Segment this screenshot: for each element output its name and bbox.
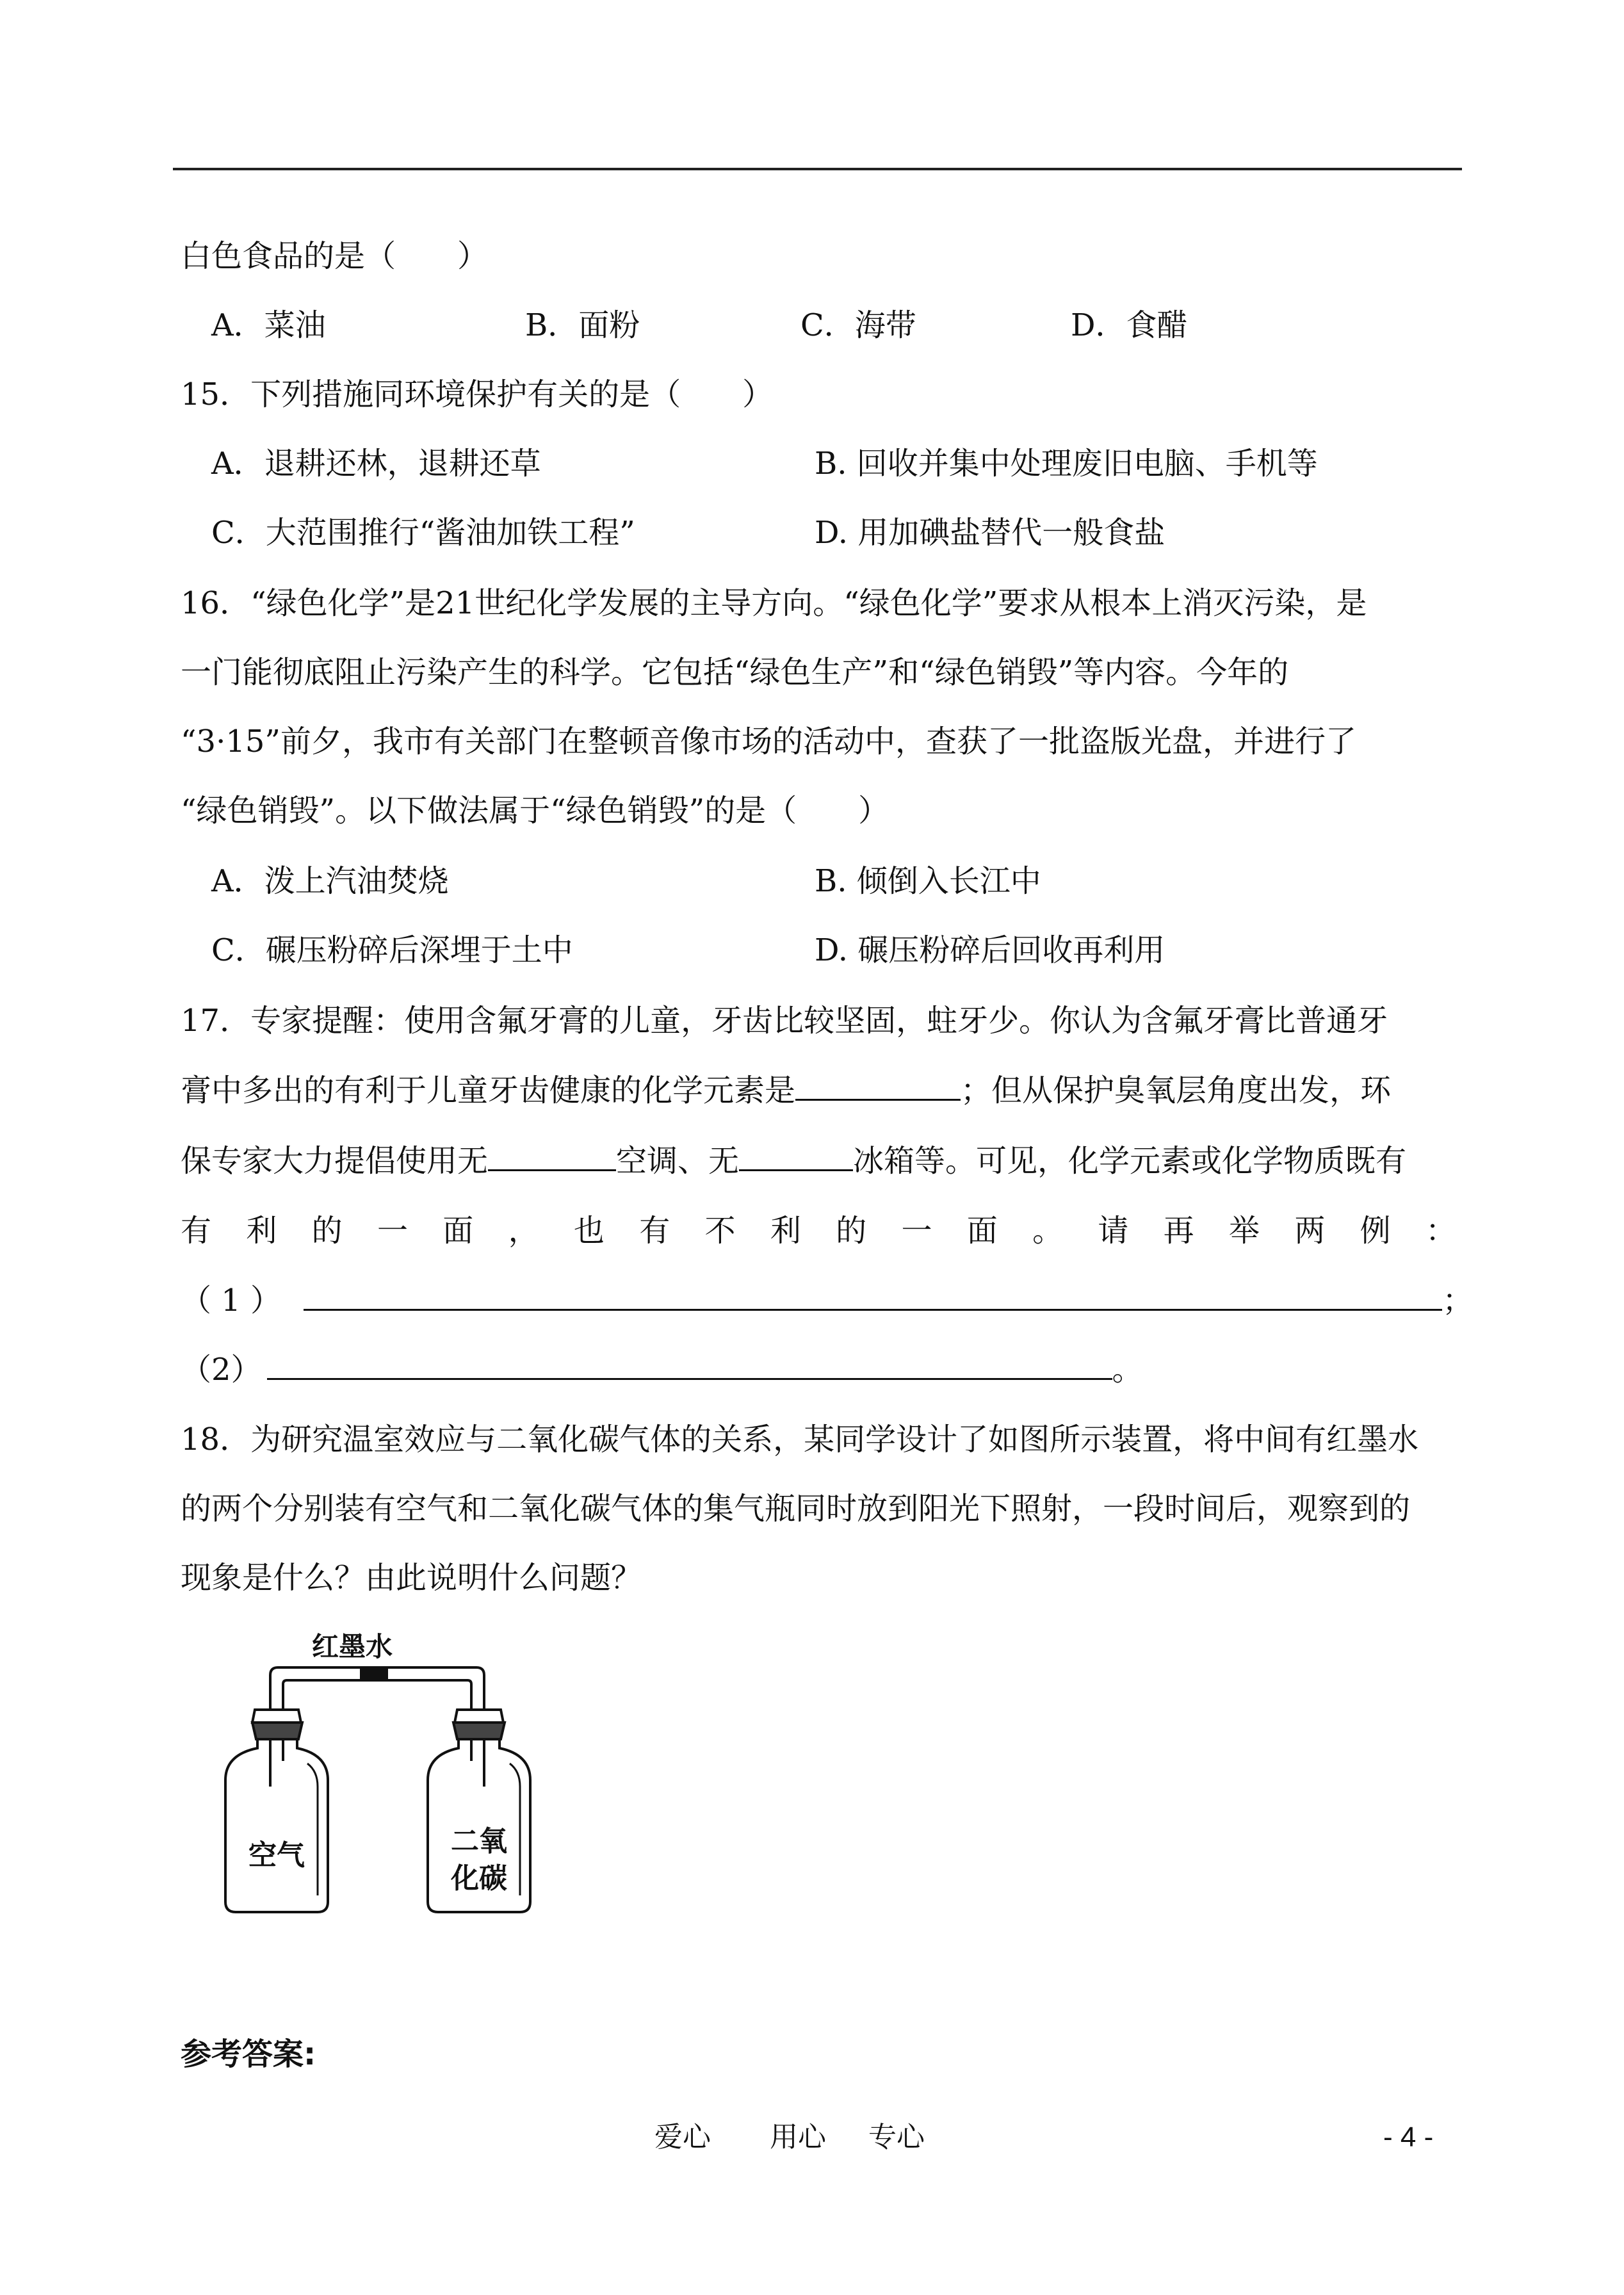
q17-line-3 xyxy=(181,1141,1406,1180)
q16-option-c: C．碾压粉碎后深埋于土中 xyxy=(211,932,573,968)
q17-char: 再 xyxy=(1163,1213,1194,1249)
header-rule xyxy=(173,168,1462,170)
q18-line-2: 的两个分别装有空气和二氧化碳气体的集气瓶同时放到阳光下照射，一段时间后，观察到的 xyxy=(181,1491,1411,1527)
q17-line-3-text-b: 空调、无 xyxy=(616,1143,740,1179)
q17-char: 。 xyxy=(1032,1213,1064,1249)
q14-option-a: A．菜油 xyxy=(211,307,326,343)
q17-item-1-label: （ 1 ） xyxy=(181,1283,282,1318)
q14-option-b: B．面粉 xyxy=(525,307,640,343)
q17-item-2-blank[interactable] xyxy=(267,1350,1112,1380)
q16-line-1: 16．“绿色化学”是21世纪化学发展的主导方向。“绿色化学”要求从根本上消灭污染，是 xyxy=(181,585,1367,621)
right-bottle-label-line-2: 化碳 xyxy=(451,1862,507,1895)
q14-option-d: D．食醋 xyxy=(1071,307,1188,343)
q17-char: 面 xyxy=(966,1213,998,1249)
q16-option-b: B. 倾倒入长江中 xyxy=(815,863,1041,899)
left-bottle-air xyxy=(225,1710,328,1912)
q16-option-d: D. 碾压粉碎后回收再利用 xyxy=(815,932,1165,968)
q14-stem-tail: 白色食品的是（ ） xyxy=(181,238,489,274)
q17-item-1-end: ； xyxy=(1442,1283,1474,1318)
footer-motto-2: 用心 xyxy=(770,2121,826,2153)
q17-char: 的 xyxy=(836,1213,867,1249)
q17-char: 的 xyxy=(311,1213,343,1249)
right-bottle-label-line-1: 二氧 xyxy=(451,1825,507,1858)
q17-item-2-end: 。 xyxy=(1112,1352,1143,1388)
page-number: - 4 - xyxy=(1383,2121,1434,2153)
left-bottle-label: 空气 xyxy=(248,1839,305,1872)
q17-char: 有 xyxy=(181,1213,212,1249)
q17-char: 面 xyxy=(443,1213,474,1249)
q17-char: 请 xyxy=(1098,1213,1129,1249)
q17-char: ： xyxy=(1425,1213,1456,1249)
q17-line-1: 17．专家提醒：使用含氟牙膏的儿童，牙齿比较坚固，蛀牙少。你认为含氟牙膏比普通牙 xyxy=(181,1003,1388,1039)
q15-option-c: C．大范围推行“酱油加铁工程” xyxy=(211,515,635,551)
q17-blank-fridge[interactable] xyxy=(739,1141,853,1171)
q15-option-a: A．退耕还林，退耕还草 xyxy=(211,446,541,482)
q18-line-3: 现象是什么？由此说明什么问题？ xyxy=(181,1560,642,1596)
greenhouse-apparatus-figure xyxy=(211,1626,544,1934)
q17-char: 一 xyxy=(377,1213,408,1249)
q18-line-1: 18．为研究温室效应与二氧化碳气体的关系，某同学设计了如图所示装置，将中间有红墨水 xyxy=(181,1422,1419,1457)
q17-item-1-blank[interactable] xyxy=(304,1281,1442,1311)
q17-blank-element[interactable] xyxy=(795,1071,961,1101)
q14-option-c: C．海带 xyxy=(800,307,916,343)
q17-char: 举 xyxy=(1229,1213,1260,1249)
q17-line-3-text-a: 保专家大力提倡使用无 xyxy=(181,1143,489,1179)
q16-line-2: 一门能彻底阻止污染产生的科学。它包括“绿色生产”和“绿色销毁”等内容。今年的 xyxy=(181,654,1289,690)
q17-char: 不 xyxy=(704,1213,736,1249)
q17-char: 两 xyxy=(1294,1213,1326,1249)
q17-line-2 xyxy=(181,1071,1391,1110)
q17-char: 例 xyxy=(1360,1213,1391,1249)
q17-line-2-text-a: 膏中多出的有利于儿童牙齿健康的化学元素是 xyxy=(181,1073,796,1108)
figure-label-red-ink: 红墨水 xyxy=(311,1631,393,1662)
q17-item-2-label: （2） xyxy=(181,1352,262,1388)
footer-motto-3: 专心 xyxy=(868,2121,925,2153)
q17-item-2 xyxy=(181,1350,1143,1389)
q17-line-4 xyxy=(181,1212,1456,1250)
q17-blank-aircon[interactable] xyxy=(488,1141,616,1171)
q16-line-3: “3·15”前夕，我市有关部门在整顿音像市场的活动中，查获了一批盗版光盘，并进行了 xyxy=(181,724,1356,759)
answer-heading: 参考答案: xyxy=(181,2036,316,2072)
footer-motto-1: 爱心 xyxy=(654,2121,711,2153)
q16-option-a: A．泼上汽油焚烧 xyxy=(211,863,449,899)
q15-option-d: D. 用加碘盐替代一般食盐 xyxy=(815,515,1165,551)
q17-char: 一 xyxy=(901,1213,932,1249)
q17-char: 利 xyxy=(770,1213,801,1249)
q17-char: 利 xyxy=(246,1213,277,1249)
q17-item-1 xyxy=(181,1281,1473,1320)
q15-stem: 15．下列措施同环境保护有关的是（ ） xyxy=(181,377,774,412)
q15-option-b: B. 回收并集中处理废旧电脑、手机等 xyxy=(815,446,1318,482)
q17-char: 有 xyxy=(639,1213,670,1249)
q17-char: ， xyxy=(508,1213,539,1249)
q17-line-3-text-c: 冰箱等。可见，化学元素或化学物质既有 xyxy=(853,1143,1407,1179)
red-ink-drop xyxy=(360,1666,388,1682)
q17-line-2-text-b: ；但从保护臭氧层角度出发，环 xyxy=(961,1073,1392,1108)
q17-char: 也 xyxy=(573,1213,605,1249)
q16-line-4: “绿色销毁”。以下做法属于“绿色销毁”的是（ ） xyxy=(181,793,889,829)
